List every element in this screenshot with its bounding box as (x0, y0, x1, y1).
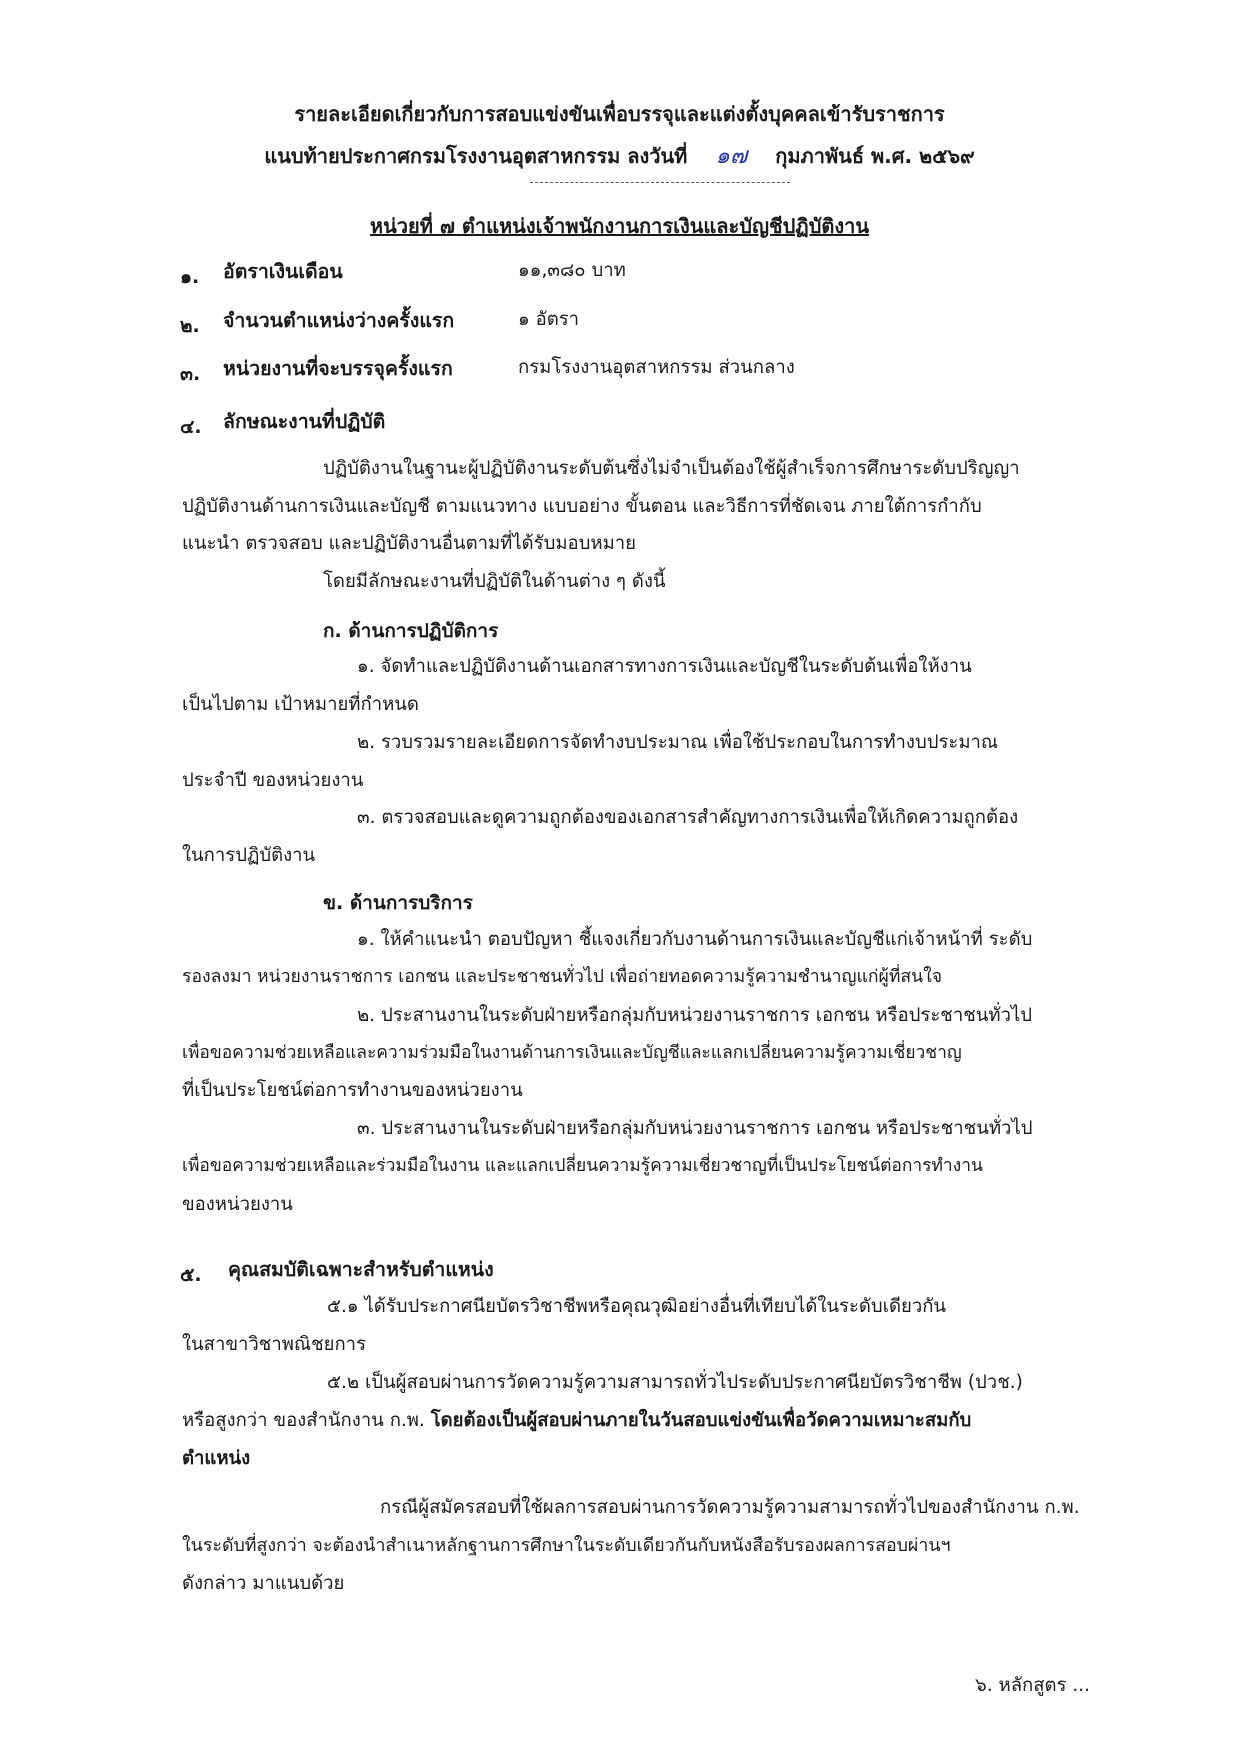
paragraph-line: ๑. จัดทำและปฏิบัติงานด้านเอกสารทางการเงินและบัญชีในระดับต้นเพื่อให้งาน (357, 656, 972, 677)
paragraph-line: ตำแหน่ง (182, 1448, 251, 1469)
item-number: ๔. (180, 416, 202, 438)
paragraph-line: ของหน่วยงาน (182, 1194, 293, 1215)
paragraph-line: ปฏิบัติงานด้านการเงินและบัญชี ตามแนวทาง แบบอย่าง ขั้นตอน และวิธีการที่ชัดเจน ภายใต้การกำกับ (182, 496, 982, 517)
q2-normal-text: หรือสูงกว่า ของสำนักงาน ก.พ. (182, 1410, 431, 1431)
salary-value: ๑๑,๓๘๐ บาท (518, 260, 626, 281)
agency-value: กรมโรงงานอุตสาหกรรม ส่วนกลาง (518, 357, 795, 378)
handwritten-day: ๑๗ (715, 143, 748, 169)
dashed-divider (530, 182, 790, 183)
salary-label: อัตราเงินเดือน (223, 260, 343, 283)
section-a-title: ก. ด้านการปฏิบัติการ (323, 620, 499, 642)
paragraph-line: ที่เป็นประโยชน์ต่อการทำงานของหน่วยงาน (182, 1080, 523, 1101)
paragraph-line: เป็นไปตาม เป้าหมายที่กำหนด (182, 694, 419, 715)
paragraph-line (182, 1410, 971, 1432)
q2-bold-text: โดยต้องเป็นผู้สอบผ่านภายในวันสอบแข่งขันเพื่อวัดความเหมาะสมกับ (430, 1410, 972, 1431)
paragraph-line: ๓. ประสานงานในระดับฝ่ายหรือกลุ่มกับหน่วยงานราชการ เอกชน หรือประชาชนทั่วไป (357, 1118, 1033, 1139)
item-number: ๒. (180, 315, 200, 337)
paragraph-line: ประจำปี ของหน่วยงาน (182, 770, 364, 791)
qualification-title: คุณสมบัติเฉพาะสำหรับตำแหน่ง (228, 1258, 494, 1281)
paragraph-line: เพื่อขอความช่วยเหลือและร่วมมือในงาน และแลกเปลี่ยนความรู้ความเชี่ยวชาญที่เป็นประโยชน์ต่อการทำงาน (182, 1156, 983, 1176)
header-title-line2 (0, 138, 1239, 174)
paragraph-line: ๑. ให้คำแนะนำ ตอบปัญหา ชี้แจงเกี่ยวกับงานด้านการเงินและบัญชีแก่เจ้าหน้าที่ ระดับ (357, 929, 1033, 950)
paragraph-line: ในสาขาวิชาพณิชยการ (182, 1334, 367, 1355)
paragraph-line: ๓. ตรวจสอบและดูความถูกต้องของเอกสารสำคัญทางการเงินเพื่อให้เกิดความถูกต้อง (357, 807, 1019, 828)
vacancy-label: จำนวนตำแหน่งว่างครั้งแรก (223, 309, 455, 332)
paragraph-line: เพื่อขอความช่วยเหลือและความร่วมมือในงานด้านการเงินและบัญชีและแลกเปลี่ยนความรู้ความเชี่ยวชาญ (182, 1043, 962, 1063)
paragraph-line: ๕.๑ ได้รับประกาศนียบัตรวิชาชีพหรือคุณวุฒิอย่างอื่นที่เทียบได้ในระดับเดียวกัน (327, 1296, 947, 1317)
paragraph-line: กรณีผู้สมัครสอบที่ใช้ผลการสอบผ่านการวัดความรู้ความสามารถทั่วไปของสำนักงาน ก.พ. (380, 1497, 1080, 1518)
paragraph-line: ๒. ประสานงานในระดับฝ่ายหรือกลุ่มกับหน่วยงานราชการ เอกชน หรือประชาชนทั่วไป (357, 1005, 1033, 1026)
vacancy-value: ๑ อัตรา (518, 309, 580, 330)
paragraph-line: ในการปฏิบัติงาน (182, 845, 316, 866)
section-b-title: ข. ด้านการบริการ (323, 892, 473, 914)
item-number: ๓. (180, 363, 201, 385)
paragraph-line: ๕.๒ เป็นผู้สอบผ่านการวัดความรู้ความสามารถทั่วไประดับประกาศนียบัตรวิชาชีพ (ปวช.) (327, 1372, 1023, 1393)
unit-title: หน่วยที่ ๗ ตำแหน่งเจ้าพนักงานการเงินและบัญชีปฏิบัติงาน (369, 214, 870, 238)
paragraph-line: ในระดับที่สูงกว่า จะต้องนำสำเนาหลักฐานการศึกษาในระดับเดียวกันกับหนังสือรับรองผลการสอบผ่านฯ (182, 1535, 951, 1556)
paragraph-line: รองลงมา หน่วยงานราชการ เอกชน และประชาชนทั่วไป เพื่อถ่ายทอดความรู้ความชำนาญแก่ผู้ที่สนใจ (182, 967, 943, 987)
paragraph-line: ดังกล่าว มาแนบด้วย (182, 1573, 345, 1594)
header-title-line1: รายละเอียดเกี่ยวกับการสอบแข่งขันเพื่อบรรจุและแต่งตั้งบุคคลเข้ารับราชการ (294, 102, 945, 126)
paragraph-line: ๒. รวบรวมรายละเอียดการจัดทำงบประมาณ เพื่อใช้ประกอบในการทำงบประมาณ (357, 732, 999, 753)
item-number: ๑. (180, 266, 200, 288)
paragraph-line: โดยมีลักษณะงานที่ปฏิบัติในด้านต่าง ๆ ดังนี้ (323, 571, 666, 592)
header-line2-suffix: กุมภาพันธ์ พ.ศ. ๒๕๖๙ (775, 144, 975, 168)
paragraph-line: ปฏิบัติงานในฐานะผู้ปฏิบัติงานระดับต้นซึ่งไม่จำเป็นต้องใช้ผู้สำเร็จการศึกษาระดับปริญญา (323, 458, 1020, 479)
nature-label: ลักษณะงานที่ปฏิบัติ (223, 410, 386, 433)
agency-label: หน่วยงานที่จะบรรจุครั้งแรก (223, 357, 453, 380)
header-line2-prefix: แนบท้ายประกาศกรมโรงงานอุตสาหกรรม ลงวันที่ (264, 144, 688, 168)
next-page-marker: ๖. หลักสูตร ... (975, 1675, 1091, 1696)
paragraph-line: แนะนำ ตรวจสอบ และปฏิบัติงานอื่นตามที่ได้รับมอบหมาย (182, 533, 637, 554)
item-number: ๕. (180, 1264, 202, 1286)
